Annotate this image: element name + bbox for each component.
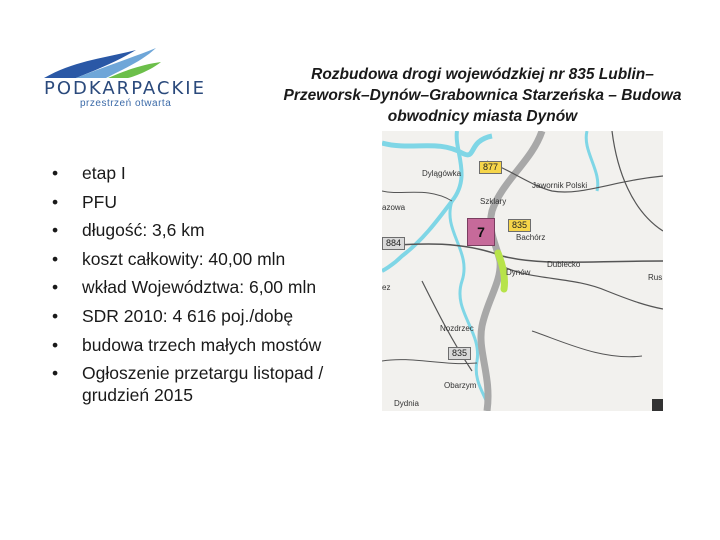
bullet-item: • SDR 2010: 4 616 poj./dobę: [52, 305, 337, 327]
place-label: Obarzym: [444, 381, 477, 390]
road-badge: 877: [479, 161, 502, 174]
place-label: ez: [382, 283, 391, 292]
bullet-item: • długość: 3,6 km: [52, 219, 337, 241]
road-badge: 884: [382, 237, 405, 250]
bullet-item: • wkład Województwa: 6,00 mln: [52, 276, 337, 298]
bullet-item: • budowa trzech małych mostów: [52, 334, 337, 356]
place-label: Dynów: [506, 268, 531, 277]
place-label: Rus: [648, 273, 663, 282]
place-label: Nozdrzec: [440, 324, 474, 333]
place-label: Dylągówka: [422, 169, 462, 178]
logo-name: PODKARPACKIE: [44, 78, 206, 99]
bullet-item: • koszt całkowity: 40,00 mln: [52, 248, 337, 270]
place-label: Dydnia: [394, 399, 419, 408]
place-label: azowa: [382, 203, 406, 212]
project-marker: 7: [467, 218, 495, 246]
mountains-logo-icon: [36, 40, 206, 80]
place-label: Jawornik Polski: [532, 181, 588, 190]
road-map: [382, 131, 663, 411]
bullet-list: [52, 162, 337, 413]
logo-tagline: przestrzeń otwarta: [80, 98, 172, 109]
road-badge: 835: [508, 219, 531, 232]
slide-title: Rozbudowa drogi wojewódzkiej nr 835 Lublin– Przeworsk–Dynów–Grabownica Starzeńska – Budowa obwodnicy miasta Dynów: [283, 66, 682, 125]
bullet-item: • PFU: [52, 191, 337, 213]
place-label: Dubiecko: [547, 260, 581, 269]
bullet-item: • Ogłoszenie przetargu listopad / grudzień 2015: [52, 362, 337, 406]
road-badge: 835: [448, 347, 471, 360]
bullet-item: • etap I: [52, 162, 337, 184]
place-label: Szklary: [480, 197, 507, 206]
podkarpackie-logo: [36, 40, 206, 110]
place-label: Bachórz: [516, 233, 546, 242]
